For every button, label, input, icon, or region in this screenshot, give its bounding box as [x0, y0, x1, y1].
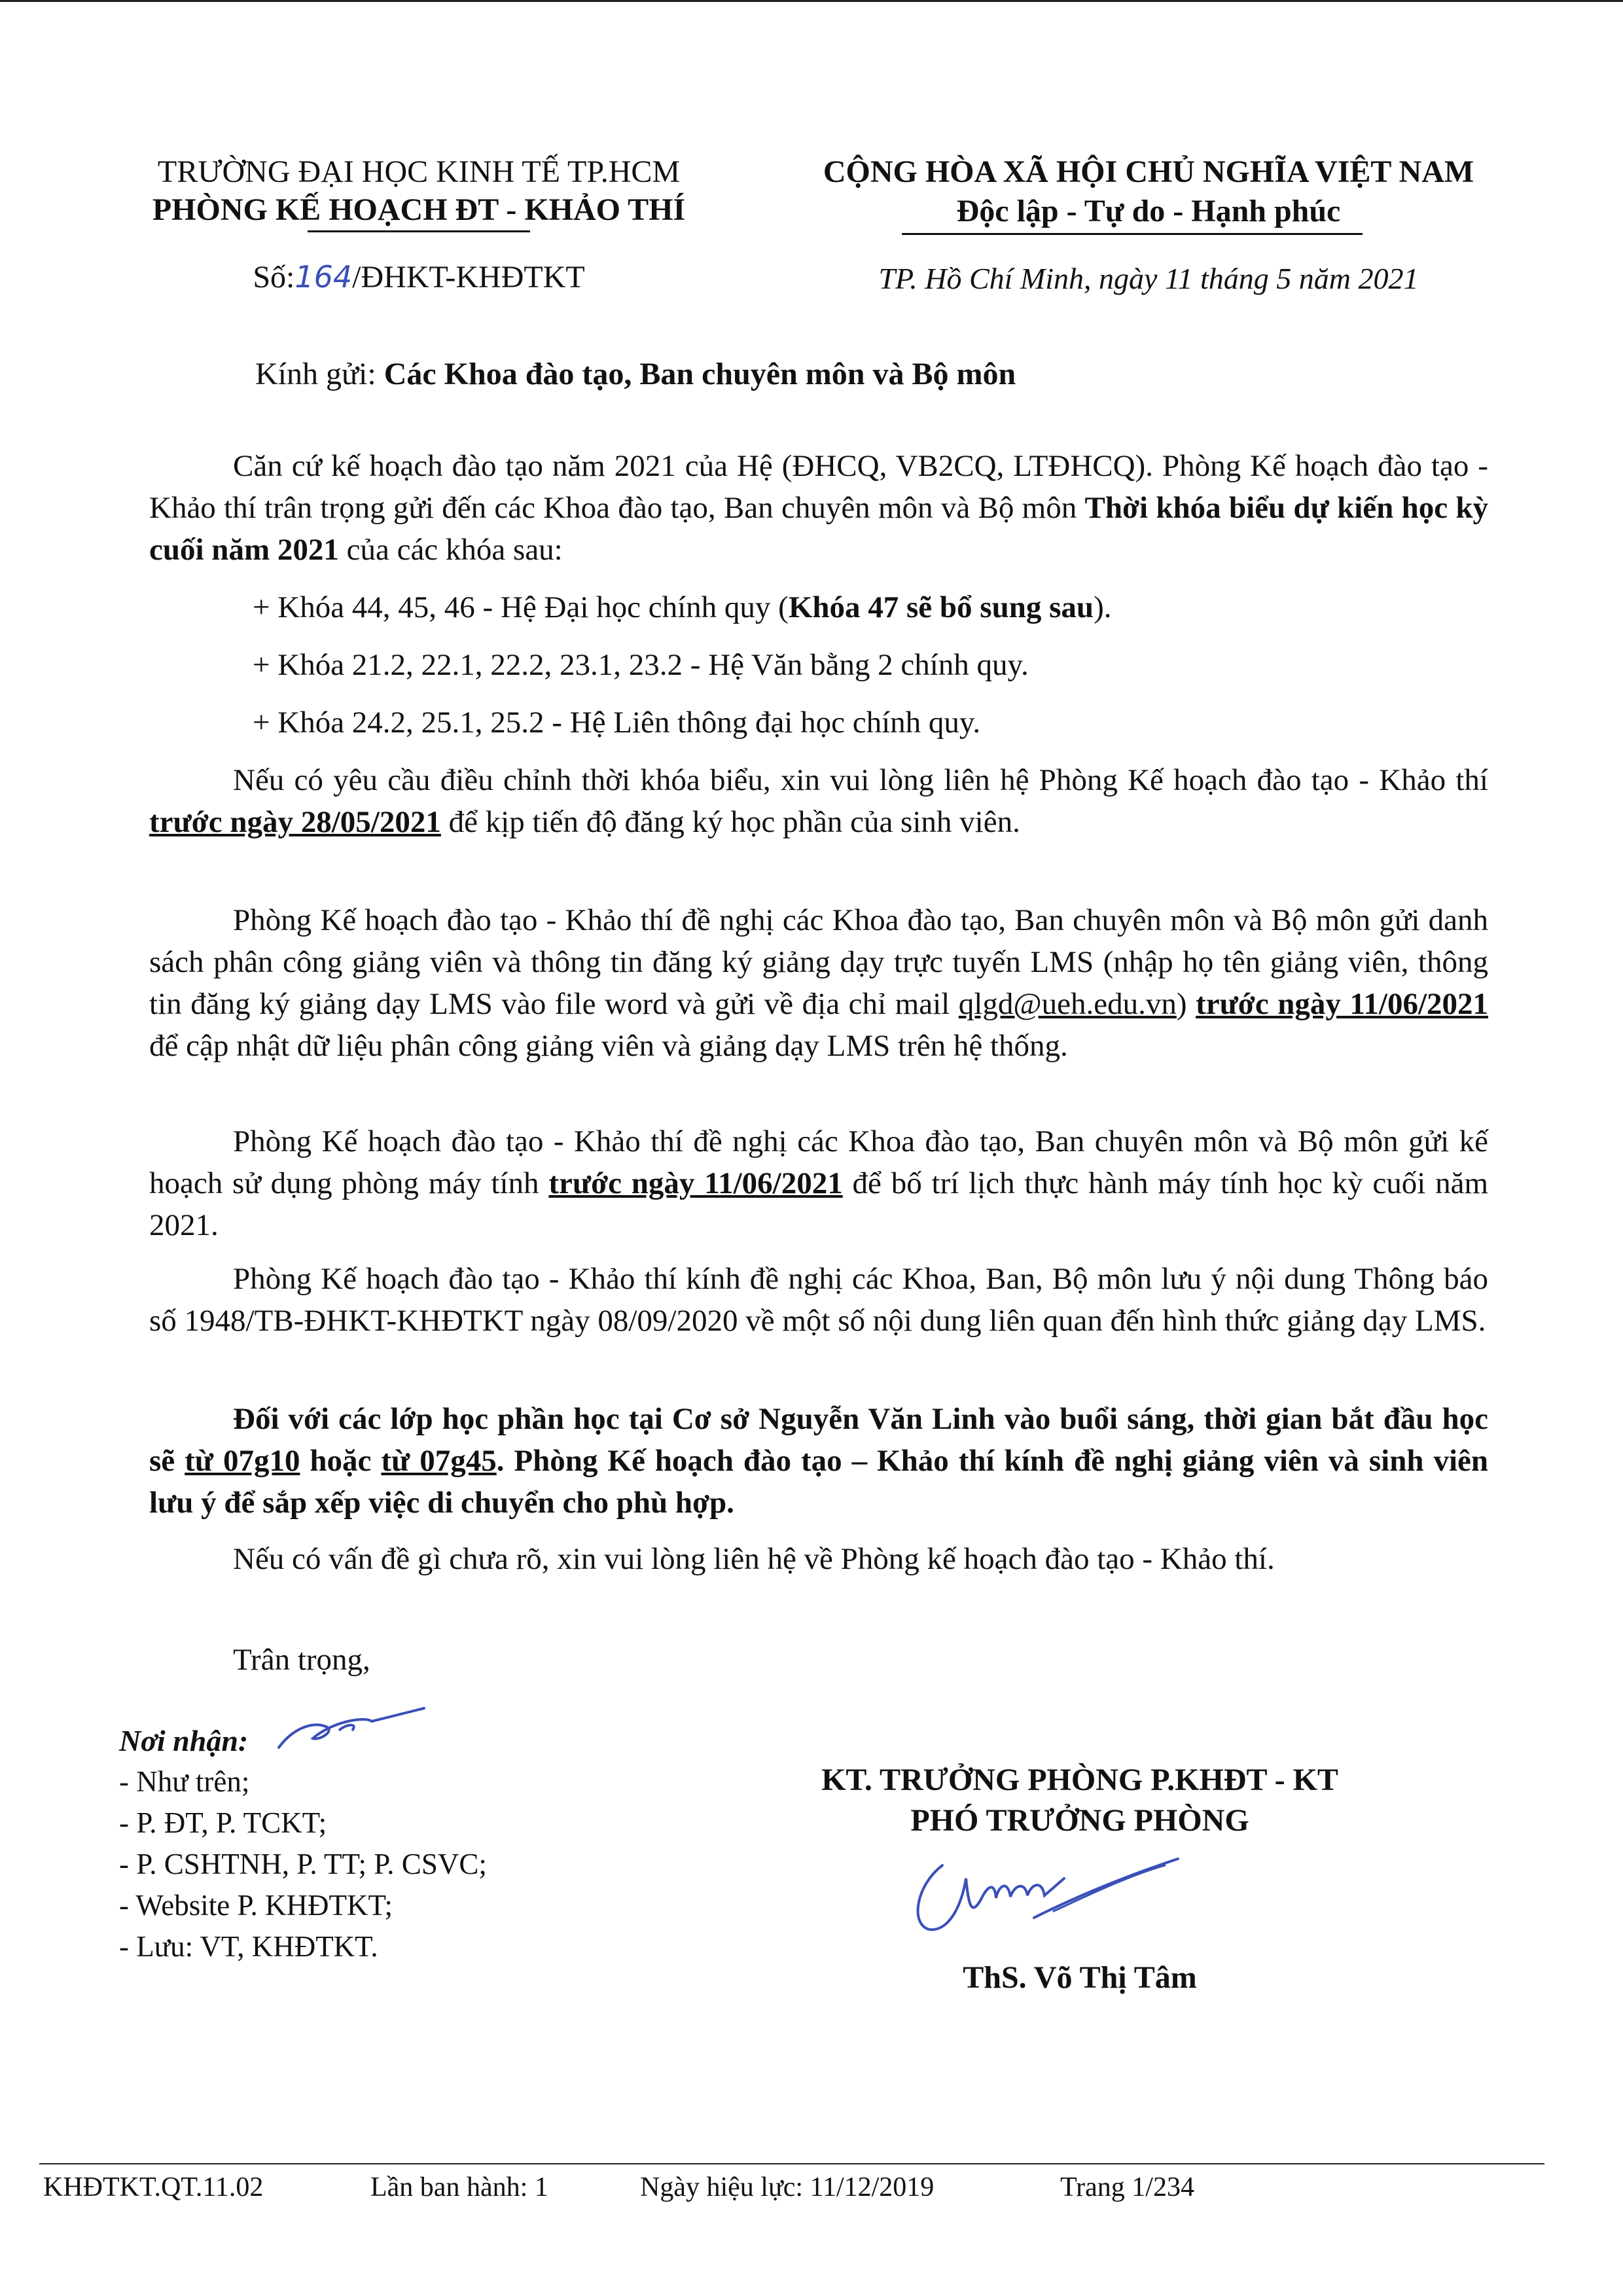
- bullet1-end: ).: [1094, 590, 1112, 624]
- p1-text-end: của các khóa sau:: [338, 533, 563, 567]
- p4-deadline: trước ngày 11/06/2021: [548, 1166, 843, 1200]
- footer-issue: Lần ban hành: 1: [370, 2172, 548, 2202]
- bullet-transfer: + Khóa 24.2, 25.1, 25.2 - Hệ Liên thông đại học chính quy.: [253, 706, 981, 740]
- signature-position: PHÓ TRƯỞNG PHÒNG: [910, 1803, 1249, 1838]
- p4-text: Phòng Kế hoạch đào tạo - Khảo thí đề nghị các Khoa đào tạo, Ban chuyên môn và Bộ môn gửi kế hoạch sử dụng phòng máy tính: [149, 1124, 1488, 1200]
- department-underline: [308, 230, 530, 232]
- p3-text-end: để cập nhật dữ liệu phân công giảng viên và giảng dạy LMS trên hệ thống.: [149, 1029, 1068, 1063]
- bullet-second-degree: + Khóa 21.2, 22.1, 22.2, 23.1, 23.2 - Hệ Văn bằng 2 chính quy.: [253, 648, 1029, 682]
- p3-text: Phòng Kế hoạch đào tạo - Khảo thí đề nghị các Khoa đào tạo, Ban chuyên môn và Bộ môn gửi danh sách phân công giảng viên và thông tin đăng ký giảng dạy trực tuyến LMS (nhập họ tên giảng viên, thông tin đăng ký giảng dạy LMS vào file word và gửi về địa chỉ mail: [149, 903, 1488, 1021]
- document-number: [98, 257, 740, 298]
- p6-time-2: từ 07g45: [381, 1444, 497, 1478]
- signature-title: KT. TRƯỞNG PHÒNG P.KHĐT - KT: [821, 1763, 1338, 1797]
- p6-text: Đối với các lớp học phần học tại Cơ sở Nguyễn Văn Linh vào buổi sáng, thời gian bắt đầu học sẽ: [149, 1402, 1488, 1478]
- p2-deadline: trước ngày 28/05/2021: [149, 805, 441, 839]
- p1-bold: Thời khóa biểu dự kiến học kỳ cuối năm 2021: [149, 491, 1488, 567]
- national-motto: Độc lập - Tự do - Hạnh phúc: [956, 194, 1341, 228]
- addressee-value: Các Khoa đào tạo, Ban chuyên môn và Bộ môn: [383, 357, 1016, 391]
- department-name: PHÒNG KẾ HOẠCH ĐT - KHẢO THÍ: [152, 192, 686, 227]
- footer-rule: [39, 2163, 1544, 2164]
- university-name: TRƯỜNG ĐẠI HỌC KINH TẾ TP.HCM: [157, 154, 681, 189]
- recipients-label: Nơi nhận:: [119, 1724, 249, 1757]
- p7-text: Nếu có vấn đề gì chưa rõ, xin vui lòng liên hệ về Phòng kế hoạch đào tạo - Khảo thí.: [233, 1542, 1275, 1576]
- addressee-label: Kính gửi:: [255, 357, 384, 391]
- p2-text: Nếu có yêu cầu điều chỉnh thời khóa biểu, xin vui lòng liên hệ Phòng Kế hoạch đào tạo - Khảo thí: [233, 763, 1488, 797]
- paragraph-adjustment: [149, 759, 1488, 843]
- p4-text-end: để bố trí lịch thực hành máy tính học kỳ cuối năm 2021.: [149, 1166, 1489, 1242]
- p1-text: Căn cứ kế hoạch đào tạo năm 2021 của Hệ (ĐHCQ, VB2CQ, LTĐHCQ). Phòng Kế hoạch đào tạo - Khảo thí trân trọng gửi đến các Khoa đào tạo, Ban chuyên môn và Bộ môn: [149, 449, 1488, 525]
- paragraph-basis: [149, 445, 1488, 571]
- footer-code: KHĐTKT.QT.11.02: [43, 2172, 264, 2202]
- p6-text-end: . Phòng Kế hoạch đào tạo – Khảo thí kính đề nghị giảng viên và sinh viên lưu ý để sắp xếp việc di chuyển cho phù hợp.: [149, 1444, 1489, 1520]
- recipient-item: - Website P. KHĐTKT;: [119, 1889, 393, 1922]
- motto-underline: [902, 233, 1363, 235]
- paragraph-campus-schedule: [149, 1398, 1488, 1524]
- recipient-item: - P. CSHTNH, P. TT; P. CSVC;: [119, 1848, 487, 1880]
- scan-top-edge: [0, 0, 1623, 2]
- paragraph-computer-room: [149, 1121, 1488, 1246]
- footer-effective-date: Ngày hiệu lực: 11/12/2019: [640, 2172, 935, 2202]
- p6-time-1: từ 07g10: [185, 1444, 300, 1478]
- country-name: CỘNG HÒA XÃ HỘI CHỦ NGHĨA VIỆT NAM: [823, 154, 1474, 189]
- doc-number-handwritten: 164: [294, 259, 353, 295]
- handwritten-signature: [903, 1846, 1191, 1944]
- paragraph-lecturer-assignment: [149, 899, 1488, 1067]
- closing: Trân trọng,: [233, 1643, 370, 1677]
- p3-deadline: trước ngày 11/06/2021: [1196, 987, 1488, 1021]
- recipient-item: - P. ĐT, P. TCKT;: [119, 1806, 327, 1839]
- paragraph-lms-notice: [149, 1258, 1488, 1342]
- initial-scribble: [274, 1702, 431, 1754]
- p5-text: Phòng Kế hoạch đào tạo - Khảo thí kính đề nghị các Khoa, Ban, Bộ môn lưu ý nội dung Thông báo số 1948/TB-ĐHKT-KHĐTKT ngày 08/09/2020 về một số nội dung liên quan đến hình thức giảng dạy LMS.: [149, 1262, 1488, 1338]
- doc-number-suffix: /ĐHKT-KHĐTKT: [352, 260, 585, 295]
- signer-name: ThS. Võ Thị Tâm: [963, 1960, 1197, 1995]
- footer-page: Trang 1/234: [1060, 2172, 1194, 2202]
- p3-email-link[interactable]: qlgd@ueh.edu.vn: [958, 987, 1177, 1021]
- p3-text-mid: ): [1176, 987, 1196, 1021]
- bullet-full-time: [253, 586, 1111, 628]
- bullet1-text: + Khóa 44, 45, 46 - Hệ Đại học chính quy (: [253, 590, 789, 624]
- addressee: [255, 353, 1016, 395]
- p6-text-mid: hoặc: [300, 1444, 382, 1478]
- recipient-item: - Như trên;: [119, 1765, 250, 1798]
- paragraph-contact: [149, 1538, 1488, 1580]
- recipient-item: - Lưu: VT, KHĐTKT.: [119, 1930, 378, 1963]
- p2-text-end: để kịp tiến độ đăng ký học phần của sinh viên.: [440, 805, 1020, 839]
- place-date: TP. Hồ Chí Minh, ngày 11 tháng 5 năm 2021: [878, 262, 1419, 295]
- doc-number-prefix: Số:: [253, 260, 295, 295]
- bullet1-bold: Khóa 47 sẽ bổ sung sau: [788, 590, 1094, 624]
